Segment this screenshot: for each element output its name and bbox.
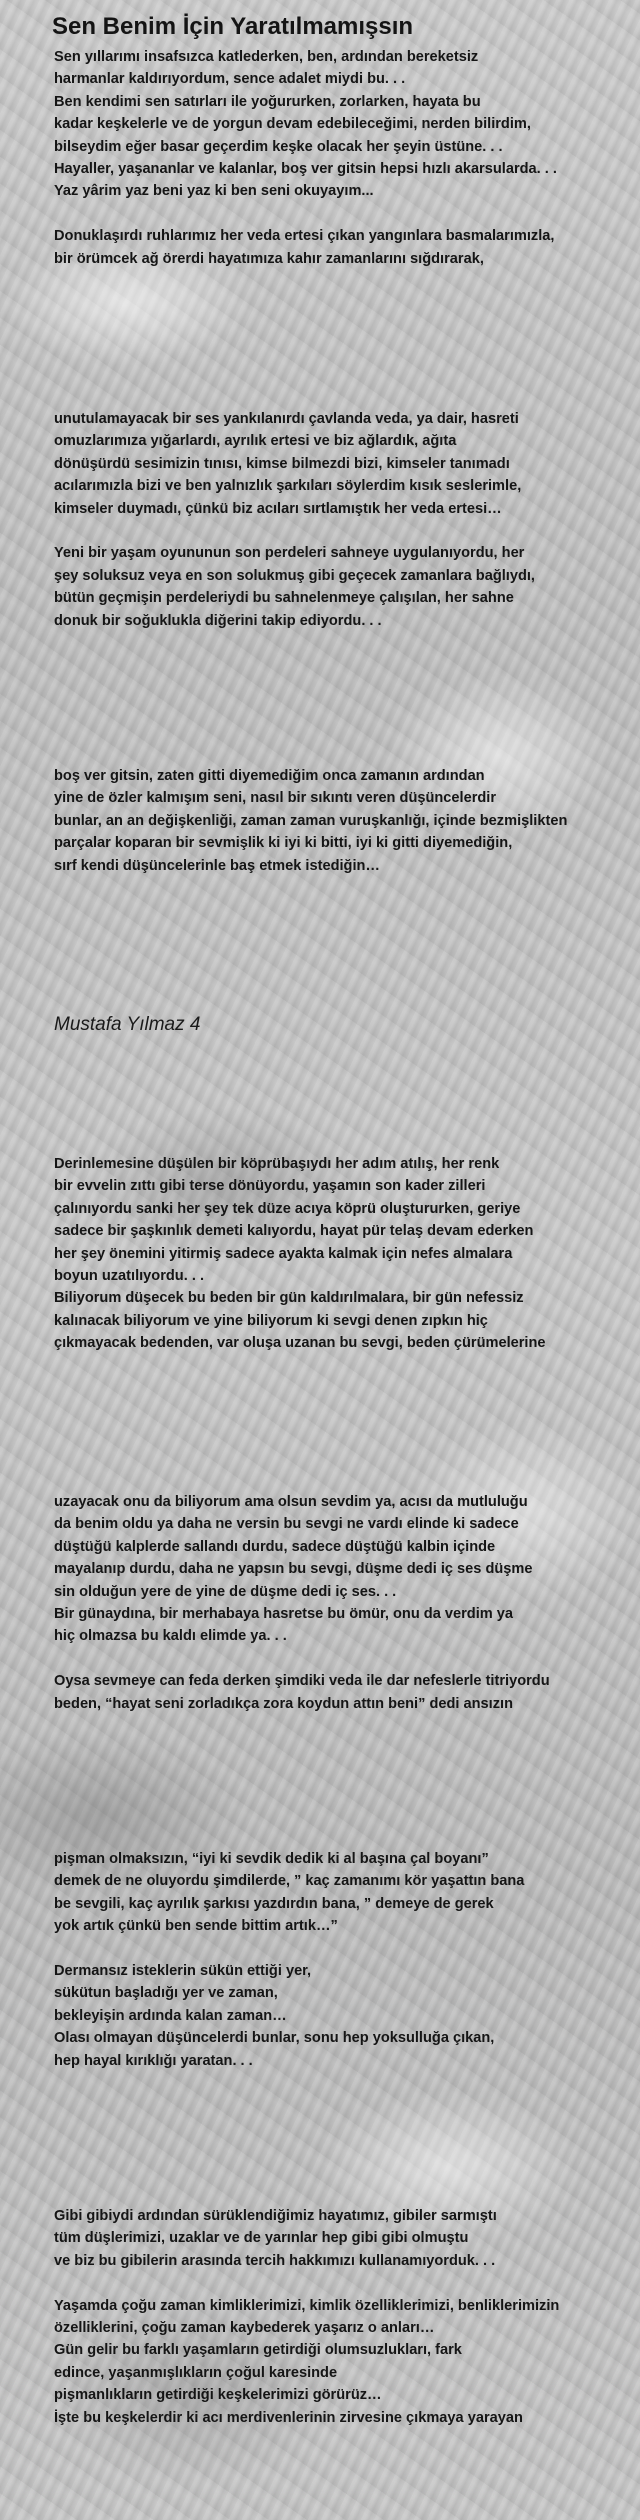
- poem-paragraph-6: pişman olmaksızın, “iyi ki sevdik dedik ki al başına çal boyanı” demek de ne oluyordu şimdilerde, ” kaç zamanımı kör yaşattın bana be sevgili, kaç ayrılık şarkısı yazdırdın bana, ” demeye de gerek yok artık çünkü ben sende bittim artık…” Dermansız isteklerin sükün ettiği yer, sükütun başladığı yer ve zaman, bekleyişin ardında kalan zaman… Olası olmayan düşüncelerdi bunlar, sonu hep yoksulluğa çıkan, hep hayal kırıklığı yaratan. . .: [54, 1851, 525, 2069]
- poem-paragraph-1: Sen yıllarımı insafsızca katlederken, ben, ardından bereketsiz harmanlar kaldırıyordum, sence adalet miydi bu. . . Ben kendimi sen satırları ile yoğururken, zorlarken, hayata bu kadar keşkelerle ve de yorgun devam edebileceğimi, nerden bilirdim, bilseydim eğer basar geçerdim keşke olacak her şeyin üstüne. . . Hayaller, yaşananlar ve kalanlar, boş ver gitsin hepsi hızlı akarsularda. . . Yaz yârim yaz beni yaz ki ben seni okuyayım... Donuklaşırdı ruhlarımız her veda ertesi çıkan yangınlara basmalarımızla, bir örümcek ağ örerdi hayatımıza kahır zamanlarını sığdırarak,: [54, 49, 557, 267]
- poem-paragraph-4: Derinlemesine düşülen bir köprübaşıydı her adım atılış, her renk bir evvelin zıttı gibi terse dönüyordu, yaşamın son kader zilleri çalınıyordu sanki her şey tek düze acıya köprü oluştururken, geriye sadece bir şaşkınlık demeti kalıyordu, hayat pür telaş devam ederken her şey önemini yitirmiş sadece ayakta kalmak için nefes almalara boyun uzatılıyordu. . . Biliyorum düşecek bu beden bir gün kaldırılmalara, bir gün nefessiz kalınacak biliyorum ve yine biliyorum ki sevgi denen zıpkın hiç çıkmayacak bedenden, var oluşa uzanan bu sevgi, beden çürümelerine: [54, 1156, 546, 1352]
- poem-paragraph-5: uzayacak onu da biliyorum ama olsun sevdim ya, acısı da mutluluğu da benim oldu ya daha ne versin bu sevgi ne vardı elinde ki sadece düştüğü kalplerde sallandı durdu, sadece düştüğü kalbin içinde mayalanıp durdu, daha ne yapsın bu sevgi, düşme dedi iç ses düşme sin olduğun yere de yine de düşme dedi iç ses. . . Bir günaydına, bir merhabaya hasretse bu ömür, onu da verdim ya hiç olmazsa bu kaldı elimde ya. . . Oysa sevmeye can feda derken şimdiki veda ile dar nefeslerle titriyordu beden, “hayat seni zorladıkça zora koydun attın beni” dedi ansızın: [54, 1494, 550, 1712]
- author-signature: Mustafa Yılmaz 4: [54, 1014, 201, 1035]
- poem-paragraph-7: Gibi gibiydi ardından sürüklendiğimiz hayatımız, gibiler sarmıştı tüm düşlerimizi, uzaklar ve de yarınlar hep gibi gibi olmuştu ve biz bu gibilerin arasında tercih hakkımızı kullanamıyorduk. . . Yaşamda çoğu zaman kimliklerimizi, kimlik özelliklerimizi, benliklerimizin özelliklerini, çoğu zaman kaybederek yaşarız o anları… Gün gelir bu farklı yaşamların getirdiği olumsuzlukları, fark edince, yaşanmışlıkların çoğul karesinde pişmanlıkların getirdiği keşkelerimizi görürüz… İşte bu keşkelerdir ki acı merdivenlerinin zirvesine çıkmaya yarayan: [54, 2208, 560, 2426]
- poem-paragraph-2: unutulamayacak bir ses yankılanırdı çavlanda veda, ya dair, hasreti omuzlarımıza yığarlardı, ayrılık ertesi ve biz ağlardık, ağıta dönüşürdü sesimizin tınısı, kimse bilmezdi bizi, kimseler tanımadı acılarımızla bizi ve ben yalnızlık şarkıları söylerdim kısık seslerimle, kimseler duymadı, çünkü biz acıları sırtlamıştık her veda ertesi… Yeni bir yaşam oyununun son perdeleri sahneye uygulanıyordu, her şey soluksuz veya en son solukmuş gibi geçecek zamanlara bağlıydı, bütün geçmişin perdeleriydi bu sahnelenmeye çalışılan, her sahne donuk bir soğuklukla diğerini takip ediyordu. . .: [54, 411, 535, 629]
- page-title: Sen Benim İçin Yaratılmamışsın: [52, 13, 414, 40]
- poem-paragraph-3: boş ver gitsin, zaten gitti diyemediğim onca zamanın ardından yine de özler kalmışım seni, nasıl bir sıkıntı veren düşüncelerdir bunlar, an an değişkenliği, zaman zaman vuruşkanlığı, içinde bezmişlikten parçalar koparan bir sevmişlik ki iyi ki bitti, iyi ki gitti diyemediğin, sırf kendi düşüncelerinle baş etmek istediğin…: [54, 768, 568, 874]
